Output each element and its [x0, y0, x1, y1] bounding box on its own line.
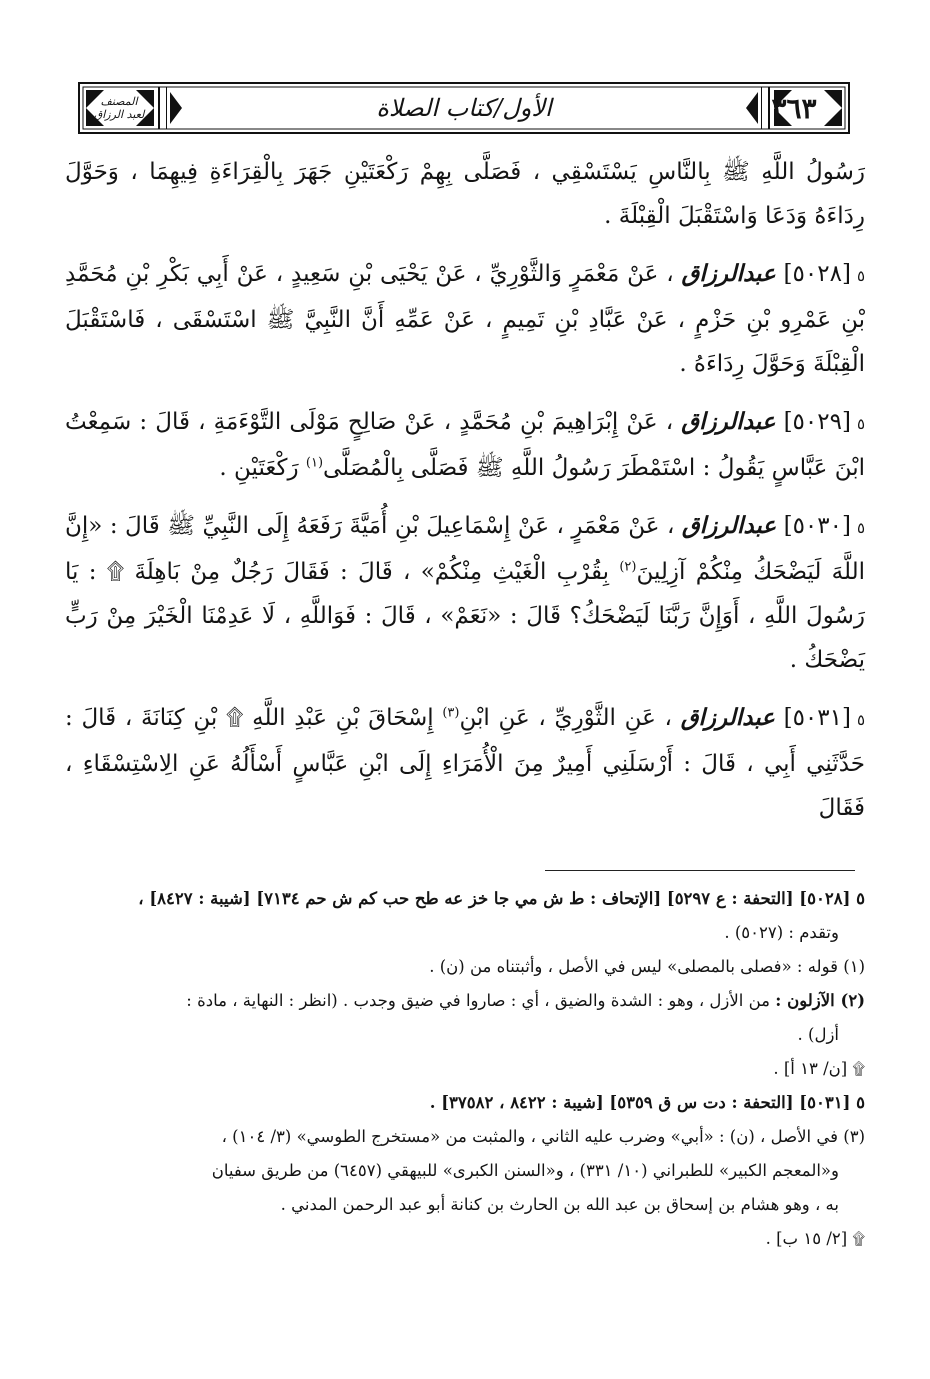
intro-paragraph: رَسُولُ اللَّهِ ﷺ بِالنَّاسِ يَسْتَسْقِي ، فَصَلَّى بِهِمْ رَكْعَتَيْنِ جَهَرَ بِالْقِرَاءَةِ فِيهِمَا ، وَحَوَّلَ رِدَاءَهُ وَدَعَا وَاسْتَقْبَلَ الْقِبْلَةَ .	[65, 159, 865, 229]
logo-line-2: لعبد الرزاق	[93, 108, 145, 121]
hadith-marker-icon: ٥	[856, 267, 865, 285]
footnote-text: من الأزل ، وهو : الشدة والضيق ، أي : صاروا في ضيق وجدب . (انظر : النهاية ، مادة :	[186, 991, 771, 1010]
footnote-ref[interactable]: (٣)	[442, 705, 460, 721]
footnote-line	[65, 1086, 865, 1120]
footnote-ref[interactable]: (١)	[305, 455, 324, 471]
footnotes	[65, 882, 865, 1256]
footnote-line	[65, 1018, 865, 1052]
footnote-line	[65, 984, 865, 1018]
chapter-title: الأول/كتاب الصلاة	[376, 94, 552, 122]
footnote-text: وتقدم : (٥٠٢٧) .	[724, 923, 839, 942]
footnote-bold: ٥ [٥٠٢٨] [التحفة : ع ٥٢٩٧] [الإتحاف : ط ش مي جا خز عه طح حب كم ش حم ٧١٣٤] [شيبة : ٨٤٢٧] ،	[138, 889, 865, 908]
hadith-text: ، عَنْ مَعْمَرٍ وَالثَّوْرِيِّ ، عَنْ يَحْيَى بْنِ سَعِيدٍ ، عَنْ أَبِي بَكْرِ بْنِ مُحَمَّدِ بْنِ عَمْرِو بْنِ حَزْمٍ ، عَنْ عَبَّادِ بْنِ تَمِيمٍ ، عَنْ عَمِّهِ أَنَّ النَّبِيَّ ﷺ اسْتَسْقَى ، فَاسْتَقْبَلَ الْقِبْلَةَ وَحَوَّلَ رِدَاءَهُ .	[65, 261, 865, 377]
hadith-5030	[65, 504, 865, 682]
footnote-line	[65, 950, 865, 984]
page-header	[78, 82, 850, 134]
hadith-text: ، عَنِ الثَّوْرِيِّ ، عَنِ ابْنِ	[459, 705, 672, 731]
footnote-text: أزل) .	[797, 1025, 839, 1044]
footnote-line	[65, 882, 865, 916]
footnote-bold: ٥ [٥٠٣١] [التحفة : دت س ق ٥٣٥٩] [شيبة : ٨٤٢٢ ، ٣٧٥٨٢] .	[429, 1093, 865, 1112]
logo-line-1: المصنف	[100, 95, 138, 108]
footnote-line	[65, 1222, 865, 1256]
hadith-marker-icon: ٥	[856, 711, 866, 729]
footnote-text: به ، وهو هشام بن إسحاق بن عبد الله بن الحارث بن كنانة أبو عبد الرحمن المدني .	[280, 1195, 839, 1214]
footnote-text: (٣) في الأصل ، (ن) : «أبي» وضرب عليه الثاني ، والمثبت من «مستخرج الطوسي» (٣/ ١٠٤) ،	[221, 1127, 865, 1146]
footnote-text: و«المعجم الكبير» للطبراني (١٠/ ٣٣١) ، و«السنن الكبرى» للبيهقي (٦٤٥٧) من طريق سفيان	[211, 1161, 839, 1180]
hadith-number: [٥٠٣١]	[783, 705, 851, 731]
book-logo	[88, 89, 150, 127]
hadith-author: عبدالرزاق	[681, 512, 777, 539]
hadith-marker-icon: ٥	[856, 519, 866, 537]
hadith-number: [٥٠٣٠]	[783, 513, 851, 539]
footnote-line	[65, 1052, 865, 1086]
footnote-text: ۩ [ن/ ١٣ أ] .	[773, 1059, 865, 1078]
footnote-line	[65, 1120, 865, 1154]
hadith-text: ، عَنْ مَعْمَرٍ ، عَنْ إِسْمَاعِيلَ بْنِ أُمَيَّةَ رَفَعَهُ إِلَى النَّبِيِّ ﷺ قَالَ : «إِنَّ اللَّهَ لَيَضْحَكُ مِنْكُمْ آزِلِينَ	[65, 513, 866, 585]
hadith-number: [٥٠٢٨]	[783, 261, 851, 287]
hadith-marker-icon: ٥	[856, 415, 866, 433]
hadith-author: عبدالرزاق	[681, 408, 776, 435]
hadith-author: عبدالرزاق	[680, 704, 775, 731]
main-text	[65, 150, 865, 844]
footnote-line	[65, 916, 865, 950]
footnote-line	[65, 1154, 865, 1188]
hadith-text-continued: رَكْعَتَيْنِ .	[219, 455, 299, 481]
hadith-5028	[65, 252, 865, 386]
hadith-number: [٥٠٢٩]	[783, 409, 851, 435]
footnote-ref[interactable]: (٢)	[619, 559, 637, 575]
footnote-divider	[545, 870, 855, 871]
hadith-5031	[65, 696, 865, 830]
footnote-text: ۩ [٢/ ١٥ ب] .	[765, 1229, 865, 1248]
hadith-text: ، عَنْ إِبْرَاهِيمَ بْنِ مُحَمَّدٍ ، عَنْ صَالِحٍ مَوْلَى التَّوْءَمَةِ ، قَالَ : سَمِعْتُ ابْنَ عَبَّاسٍ يَقُولُ : اسْتَمْطَرَ رَسُولُ اللَّهِ ﷺ فَصَلَّى بِالْمُصَلَّى	[65, 409, 865, 481]
hadith-text-continued: إِسْحَاقَ بْنِ عَبْدِ اللَّهِ ۩ بْنِ كِنَانَةَ ، قَالَ : حَدَّثَنِي أَبِي ، قَالَ : أَرْسَلَنِي أَمِيرٌ مِنَ الْأُمَرَاءِ إِلَى ابْنِ عَبَّاسٍ أَسْأَلُهُ عَنِ الِاسْتِسْقَاءِ ، فَقَالَ	[65, 705, 865, 821]
hadith-text-continued: بِقُرْبِ الْغَيْثِ مِنْكُمْ» ، قَالَ : فَقَالَ رَجُلٌ مِنْ بَاهِلَةَ ۩ : يَا رَسُولَ اللَّهِ ، أَوَإِنَّ رَبَّنَا لَيَضْحَكُ؟ قَالَ : «نَعَمْ» ، قَالَ : فَوَاللَّهِ ، لَا عَدِمْنَا الْخَيْرَ مِنْ رَبٍّ يَضْحَكُ .	[65, 559, 865, 673]
footnote-line	[65, 1188, 865, 1222]
footnote-text: (١) قوله : «فصلى بالمصلى» ليس في الأصل ، وأثبتناه من (ن) .	[429, 957, 865, 976]
hadith-author: عبدالرزاق	[681, 260, 776, 287]
footnote-bold: (٢) الآزلون :	[775, 991, 865, 1010]
page-number: ٣٦٣	[771, 91, 817, 125]
hadith-5029	[65, 400, 865, 490]
